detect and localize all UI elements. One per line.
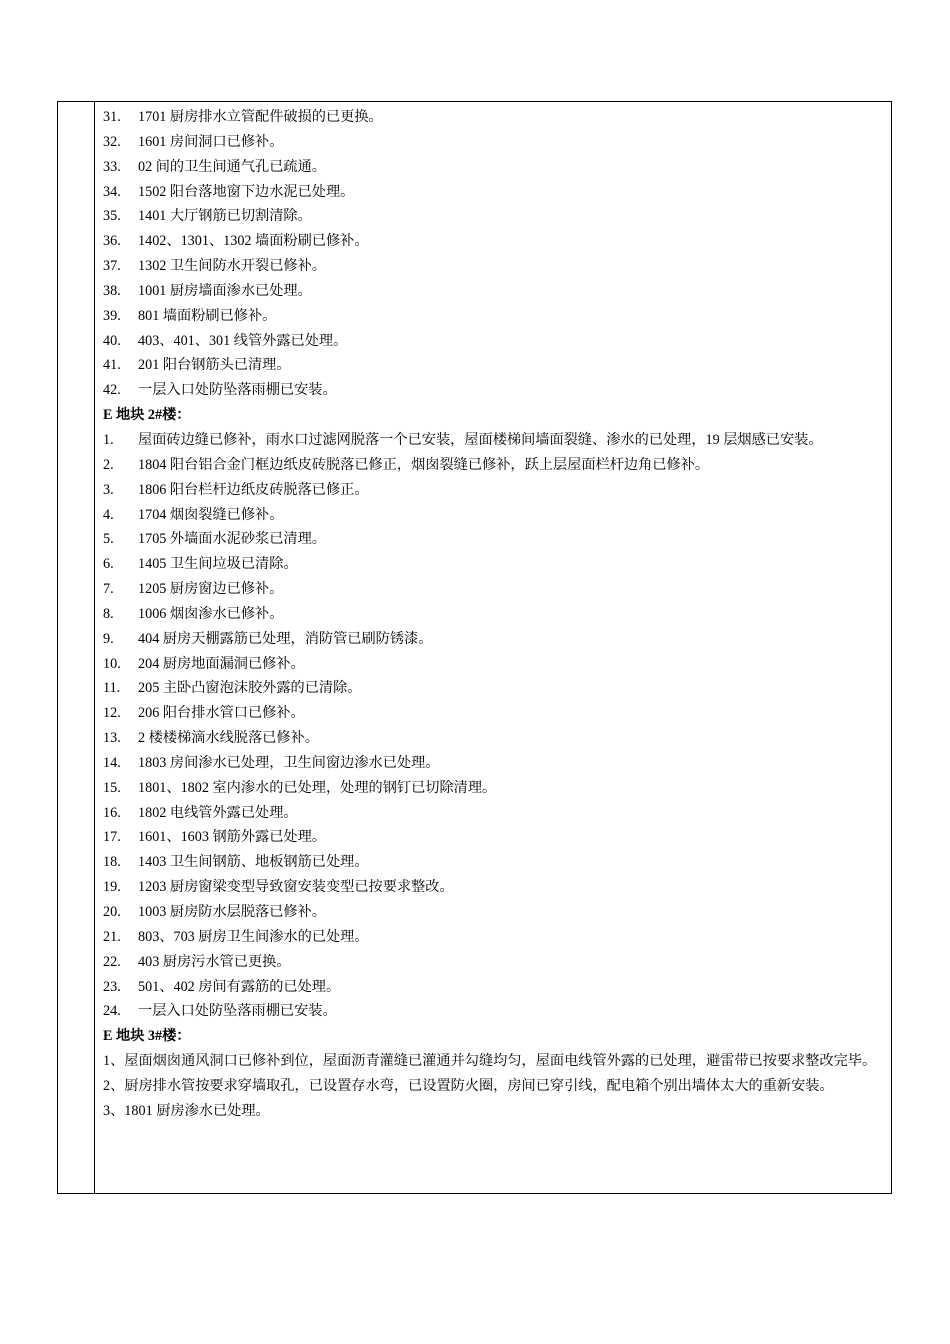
item-text: 403 厨房污水管已更换。 [138,953,291,970]
item-text: 1704 烟囱裂缝已修补。 [138,506,284,523]
list-item [103,453,888,478]
item-text: 801 墙面粉刷已修补。 [138,307,277,324]
list-item [103,676,888,701]
list-item [103,751,888,776]
list-item [103,577,888,602]
item-number: 22. [103,953,121,970]
list-item [103,378,888,403]
item-text: 1401 大厅钢筋已切割清除。 [138,208,312,225]
item-text: 1802 电线管外露已处理。 [138,804,298,821]
item-number: 12. [103,705,121,722]
item-text: 1705 外墙面水泥砂浆已清理。 [138,531,326,548]
list-item [103,130,888,155]
list-item [103,875,888,900]
list-item [103,999,888,1024]
item-number: 19. [103,879,121,896]
list-item [103,726,888,751]
item-number: 7. [103,581,114,598]
list-item [103,627,888,652]
item-number: 10. [103,655,121,672]
item-text: 1803 房间渗水已处理，卫生间窗边渗水已处理。 [138,754,440,771]
item-text: 1601 房间洞口已修补。 [138,133,284,150]
item-number: 14. [103,754,121,771]
item-number: 36. [103,233,121,250]
list-item [103,552,888,577]
paragraph-item: 2、厨房排水管按要求穿墙取孔，已设置存水弯，已设置防火圈，房间已穿引线，配电箱个别出墙体太大的重新安装。 [103,1077,834,1094]
list-item [103,204,888,229]
list-item [103,478,888,503]
list-item [103,925,888,950]
item-number: 42. [103,382,121,399]
list-item [103,950,888,975]
item-number: 8. [103,605,114,622]
item-text: 屋面砖边缝已修补，雨水口过滤网脱落一个已安装，屋面楼梯间墙面裂缝、渗水的已处理，19 层烟感已安装。 [138,431,823,448]
item-number: 39. [103,307,121,324]
list-item [103,155,888,180]
item-number: 41. [103,357,121,374]
table-content-cell [103,105,888,1124]
section-b-heading: E 地块 2#楼： [103,407,191,424]
list-item [103,602,888,627]
item-text: 1403 卫生间钢筋、地板钢筋已处理。 [138,854,369,871]
list-item [103,105,888,130]
list-item [103,279,888,304]
item-number: 9. [103,630,114,647]
item-text: 一层入口处防坠落雨棚已安装。 [138,1003,337,1020]
item-number: 16. [103,804,121,821]
item-number: 18. [103,854,121,871]
list-item [103,975,888,1000]
item-text: 02 间的卫生间通气孔已疏通。 [138,158,326,175]
list-item [103,527,888,552]
list-item [103,428,888,453]
item-text: 2 楼楼梯滴水线脱落已修补。 [138,730,319,747]
item-number: 35. [103,208,121,225]
list-item [103,900,888,925]
item-number: 23. [103,978,121,995]
item-text: 1302 卫生间防水开裂已修补。 [138,258,326,275]
column-divider [94,102,95,1193]
item-text: 403、401、301 线管外露已处理。 [138,332,348,349]
item-text: 803、703 厨房卫生间渗水的已处理。 [138,928,369,945]
section-c-paragraphs [103,1049,888,1124]
item-text: 一层入口处防坠落雨棚已安装。 [138,382,337,399]
list-item [103,329,888,354]
list-item [103,801,888,826]
list-item [103,776,888,801]
list-item [103,254,888,279]
list-item [103,825,888,850]
section-a-list [103,105,888,403]
section-b-list [103,428,888,1024]
list-item [103,652,888,677]
paragraph-item: 1、屋面烟囱通风洞口已修补到位，屋面沥青灌缝已灌通并勾缝均匀，屋面电线管外露的已处理，避雷带已按要求整改完毕。 [103,1053,877,1070]
item-text: 1001 厨房墙面渗水已处理。 [138,282,312,299]
item-text: 404 厨房天棚露筋已处理，消防管已刷防锈漆。 [138,630,433,647]
item-number: 13. [103,730,121,747]
item-text: 1601、1603 钢筋外露已处理。 [138,829,326,846]
section-c-heading: E 地块 3#楼： [103,1028,191,1045]
item-text: 1806 阳台栏杆边纸皮砖脱落已修正。 [138,481,369,498]
item-text: 1402、1301、1302 墙面粉刷已修补。 [138,233,369,250]
list-item [103,503,888,528]
item-text: 1006 烟囱渗水已修补。 [138,605,284,622]
item-number: 1. [103,431,114,448]
item-number: 32. [103,133,121,150]
item-text: 204 厨房地面漏洞已修补。 [138,655,305,672]
paragraph-item: 3、1801 厨房渗水已处理。 [103,1102,270,1119]
item-number: 38. [103,282,121,299]
item-number: 21. [103,928,121,945]
item-number: 5. [103,531,114,548]
item-text: 1205 厨房窗边已修补。 [138,581,284,598]
item-number: 20. [103,904,121,920]
item-text: 1804 阳台铝合金门框边纸皮砖脱落已修正，烟囱裂缝已修补，跃上层屋面栏杆边角已修补。 [138,456,710,473]
item-text: 1203 厨房窗梁变型导致窗安装变型已按要求整改。 [138,879,454,896]
list-item [103,304,888,329]
item-text: 501、402 房间有露筋的已处理。 [138,978,341,995]
list-item [103,850,888,875]
item-number: 37. [103,258,121,275]
item-text: 1701 厨房排水立管配件破损的已更换。 [138,109,383,125]
item-text: 1502 阳台落地窗下边水泥已处理。 [138,183,355,200]
item-number: 6. [103,556,114,573]
item-number: 15. [103,779,121,796]
item-text: 1405 卫生间垃圾已清除。 [138,556,298,573]
list-item [103,701,888,726]
item-text: 1801、1802 室内渗水的已处理，处理的钢钉已切除清理。 [138,779,497,796]
list-item [103,353,888,378]
item-number: 2. [103,456,114,473]
item-text: 1003 厨房防水层脱落已修补。 [138,904,326,920]
item-number: 33. [103,158,121,175]
item-number: 34. [103,183,121,200]
list-item [103,229,888,254]
item-text: 206 阳台排水管口已修补。 [138,705,305,722]
list-item [103,180,888,205]
item-number: 11. [103,680,121,697]
item-text: 205 主卧凸窗泡沫胶外露的已清除。 [138,680,362,697]
item-number: 17. [103,829,121,846]
item-number: 31. [103,109,121,125]
item-number: 4. [103,506,114,523]
item-number: 40. [103,332,121,349]
item-number: 24. [103,1003,121,1020]
item-number: 3. [103,481,114,498]
item-text: 201 阳台钢筋头已清理。 [138,357,291,374]
table-frame [57,101,892,1194]
